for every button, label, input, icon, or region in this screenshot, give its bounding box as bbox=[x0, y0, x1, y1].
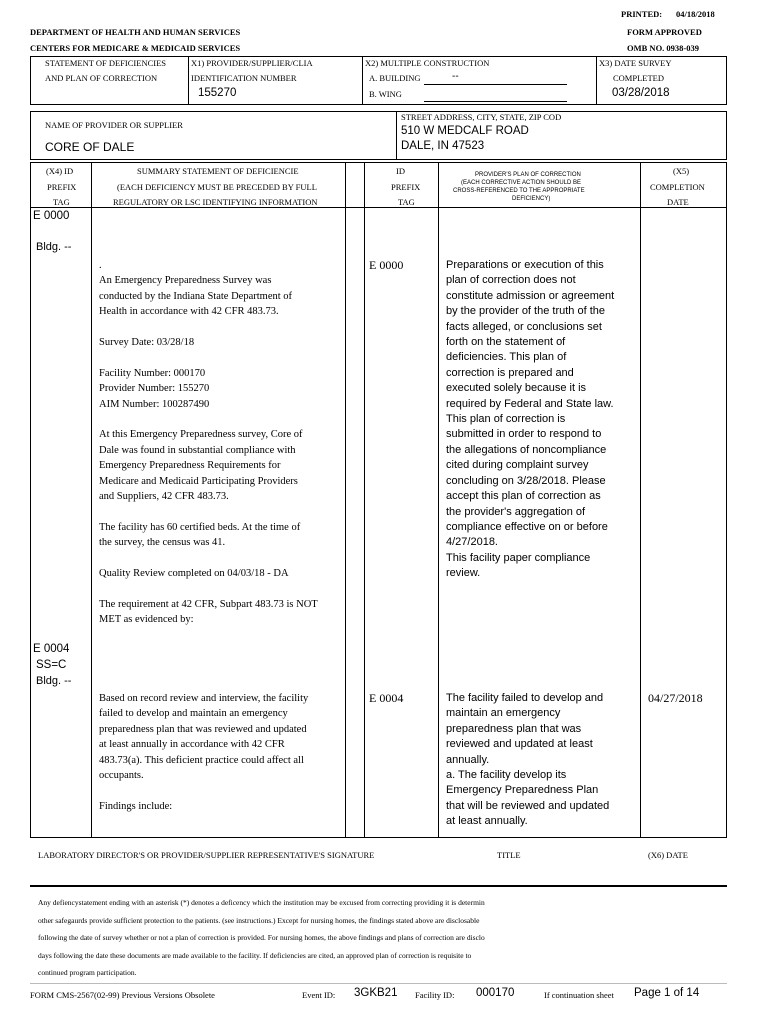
disclaimer bbox=[38, 894, 485, 982]
plan-line: 4/27/2018. bbox=[446, 536, 498, 549]
plan-line: facts alleged, or conclusions set bbox=[446, 320, 602, 333]
summary-line: Quality Review completed on 04/03/18 - DA bbox=[99, 568, 289, 580]
summary-line: conducted by the Indiana State Department of bbox=[99, 290, 293, 302]
summary-line: The requirement at 42 CFR, Subpart 483.73 is NOT bbox=[99, 598, 318, 610]
x1-label-1: X1) PROVIDER/SUPPLIER/CLIA bbox=[191, 58, 313, 68]
provider-name-label: NAME OF PROVIDER OR SUPPLIER bbox=[45, 120, 183, 130]
summary-line: AIM Number: 100287490 bbox=[99, 398, 210, 410]
disclaimer-line: other safegaurds provide sufficient protection to the patients. (see instructions.) Except for nursing homes, the findings stated above are disclosable bbox=[38, 915, 480, 925]
plan-line: preparedness plan that was bbox=[446, 722, 582, 735]
plan-line: plan of correction does not bbox=[446, 274, 576, 287]
plan-header-4: DEFICIENCY) bbox=[512, 196, 551, 202]
form-number: FORM CMS-2567(02-99) Previous Versions Obsolete bbox=[30, 990, 215, 1000]
plan-line: a. The facility develop its bbox=[446, 769, 567, 782]
plan-header-2: (EACH CORRECTIVE ACTION SHOULD BE bbox=[461, 180, 582, 186]
e0000-plan bbox=[446, 258, 638, 582]
summary-line: Medicare and Medicaid Participating Providers bbox=[99, 475, 298, 487]
title-label: TITLE bbox=[497, 850, 521, 860]
summary-header-2: (EACH DEFICIENCY MUST BE PRECEDED BY FULL bbox=[117, 182, 317, 192]
summary-line: The facility has 60 certified beds. At the time of bbox=[99, 521, 301, 533]
e0004-summary bbox=[99, 691, 343, 814]
plan-line: deficiencies. This plan of bbox=[446, 351, 567, 364]
provider-id-value: 155270 bbox=[198, 87, 237, 99]
survey-completed-date: 03/28/2018 bbox=[612, 87, 670, 99]
x4-header-3: TAG bbox=[53, 197, 70, 207]
summary-line: Facility Number: 000170 bbox=[99, 367, 206, 379]
e0004-bldg: Bldg. -- bbox=[36, 675, 72, 687]
centers-title: CENTERS FOR MEDICARE & MEDICAID SERVICES bbox=[30, 43, 241, 53]
summary-line: occupants. bbox=[99, 770, 144, 782]
e0004-tag: E 0004 bbox=[33, 643, 70, 655]
e0004-completion-date: 04/27/2018 bbox=[648, 691, 703, 705]
address-line-2: DALE, IN 47523 bbox=[401, 140, 485, 152]
plan-line: executed solely because it is bbox=[446, 382, 587, 395]
plan-line: This plan of correction is bbox=[446, 413, 566, 426]
summary-line: at least annually in accordance with 42 CFR bbox=[99, 739, 285, 751]
plan-line: at least annually. bbox=[446, 815, 528, 828]
address-line-1: 510 W MEDCALF ROAD bbox=[401, 125, 529, 137]
plan-header-1: PROVIDER'S PLAN OF CORRECTION bbox=[475, 172, 581, 178]
statement-label-2: AND PLAN OF CORRECTION bbox=[45, 73, 158, 83]
disclaimer-line: days following the date these documents are made available to the facility. If deficiencies are cited, an approved plan of correction is requisite to bbox=[38, 950, 472, 960]
plan-line: required by Federal and State law. bbox=[446, 397, 614, 410]
summary-header-1: SUMMARY STATEMENT OF DEFICIENCIE bbox=[137, 166, 299, 176]
provider-name-value: CORE OF DALE bbox=[45, 140, 135, 154]
plan-line: that will be reviewed and updated bbox=[446, 799, 610, 812]
x5-header-1: (X5) bbox=[673, 166, 690, 176]
disclaimer-line: continued program participation. bbox=[38, 968, 137, 977]
printed-date: 04/18/2018 bbox=[676, 9, 715, 19]
disclaimer-line: following the date of survey whether or not a plan of correction is provided. For nursing homes, the above findings and plans of correction are disclo bbox=[38, 933, 485, 942]
x3-label-1: X3) DATE SURVEY bbox=[599, 58, 672, 68]
id-header-3: TAG bbox=[398, 197, 415, 207]
statement-label-1: STATEMENT OF DEFICIENCIES bbox=[45, 58, 167, 68]
plan-line: the allegations of noncompliance bbox=[446, 443, 607, 456]
printed-label: PRINTED: bbox=[621, 9, 663, 19]
summary-line: Survey Date: 03/28/18 bbox=[99, 337, 195, 349]
disclaimer-line: Any defiencystatement ending with an asterisk (*) denotes a deficency which the institution may be excused from correcting providing it is determin bbox=[38, 898, 485, 907]
plan-line: review. bbox=[446, 567, 481, 580]
summary-line: Dale was found in substantial compliance with bbox=[99, 444, 296, 456]
signature-label: LABORATORY DIRECTOR'S OR PROVIDER/SUPPLIER REPRESENTATIVE'S SIGNATURE bbox=[38, 850, 375, 860]
plan-line: annually. bbox=[446, 753, 490, 766]
summary-line: Findings include: bbox=[99, 800, 173, 812]
summary-line: At this Emergency Preparedness survey, Core of bbox=[99, 429, 303, 441]
omb-number: OMB NO. 0938-039 bbox=[627, 43, 700, 53]
x5-header-3: DATE bbox=[667, 197, 689, 207]
id-header-2: PREFIX bbox=[391, 182, 421, 192]
plan-line: compliance effective on or before bbox=[446, 520, 608, 533]
x4-header-1: (X4) ID bbox=[46, 166, 74, 176]
plan-line: accept this plan of correction as bbox=[446, 490, 601, 503]
address-label: STREET ADDRESS, CITY, STATE, ZIP COD bbox=[401, 112, 562, 122]
summary-line: An Emergency Preparedness Survey was bbox=[99, 275, 272, 287]
continuation-label: If continuation sheet bbox=[544, 990, 614, 1000]
plan-line: reviewed and updated at least bbox=[446, 738, 593, 751]
summary-line: MET as evidenced by: bbox=[99, 614, 194, 626]
plan-line: by the provider of the truth of the bbox=[446, 305, 605, 318]
summary-line: preparedness plan that was reviewed and updated bbox=[99, 723, 307, 735]
plan-line: maintain an emergency bbox=[446, 707, 561, 720]
plan-line: correction is prepared and bbox=[446, 366, 574, 379]
e0000-tag: E 0000 bbox=[33, 210, 70, 222]
date-label: (X6) DATE bbox=[648, 850, 688, 860]
summary-line: . bbox=[99, 260, 102, 271]
plan-line: constitute admission or agreement bbox=[446, 289, 615, 302]
summary-line: 483.73(a). This deficient practice could affect all bbox=[99, 754, 304, 766]
x4-header-2: PREFIX bbox=[47, 182, 77, 192]
id-header-1: ID bbox=[396, 166, 405, 176]
e0004-id-tag: E 0004 bbox=[369, 691, 404, 705]
facility-id-label: Facility ID: bbox=[415, 990, 455, 1000]
x1-label-2: IDENTIFICATION NUMBER bbox=[191, 73, 297, 83]
plan-line: The facility failed to develop and bbox=[446, 692, 604, 704]
x5-header-2: COMPLETION bbox=[650, 182, 705, 192]
e0004-plan bbox=[446, 691, 638, 830]
plan-line: concluding on 3/28/2018. Please bbox=[446, 474, 606, 487]
plan-line: This facility paper compliance bbox=[446, 551, 591, 564]
building-value: -- bbox=[452, 71, 459, 82]
plan-line: Emergency Preparedness Plan bbox=[446, 784, 599, 797]
form-approved: FORM APPROVED bbox=[627, 27, 702, 37]
summary-line: Health in accordance with 42 CFR 483.73. bbox=[99, 306, 279, 318]
e0000-summary bbox=[99, 258, 343, 628]
x3-label-2: COMPLETED bbox=[613, 73, 664, 83]
e0000-bldg: Bldg. -- bbox=[36, 241, 72, 253]
summary-header-3: REGULATORY OR LSC IDENTIFYING INFORMATION bbox=[113, 197, 318, 207]
plan-line: Preparations or execution of this bbox=[446, 259, 604, 271]
x2-label: X2) MULTIPLE CONSTRUCTION bbox=[365, 58, 490, 68]
e0004-scope-severity: SS=C bbox=[36, 659, 67, 671]
summary-line: and Suppliers, 42 CFR 483.73. bbox=[99, 491, 229, 503]
plan-line: submitted in order to respond to bbox=[446, 428, 602, 441]
building-label: A. BUILDING bbox=[369, 73, 421, 83]
dept-title: DEPARTMENT OF HEALTH AND HUMAN SERVICES bbox=[30, 27, 241, 37]
plan-line: forth on the statement of bbox=[446, 336, 566, 349]
page-number: Page 1 of 14 bbox=[634, 987, 700, 999]
event-id-label: Event ID: bbox=[302, 990, 336, 1000]
facility-id-value: 000170 bbox=[476, 987, 515, 999]
summary-line: Emergency Preparedness Requirements for bbox=[99, 460, 281, 472]
summary-line: Provider Number: 155270 bbox=[99, 383, 210, 395]
summary-line: Based on record review and interview, the facility bbox=[99, 693, 309, 704]
summary-line: failed to develop and maintain an emergency bbox=[99, 708, 288, 720]
plan-header-3: CROSS-REFERENCED TO THE APPROPRIATE bbox=[453, 188, 585, 194]
e0000-id-tag: E 0000 bbox=[369, 258, 404, 272]
summary-line: the survey, the census was 41. bbox=[99, 537, 226, 549]
wing-label: B. WING bbox=[369, 89, 402, 99]
event-id-value: 3GKB21 bbox=[354, 987, 398, 999]
plan-line: cited during complaint survey bbox=[446, 459, 589, 472]
plan-line: the provider's aggregation of bbox=[446, 505, 586, 518]
